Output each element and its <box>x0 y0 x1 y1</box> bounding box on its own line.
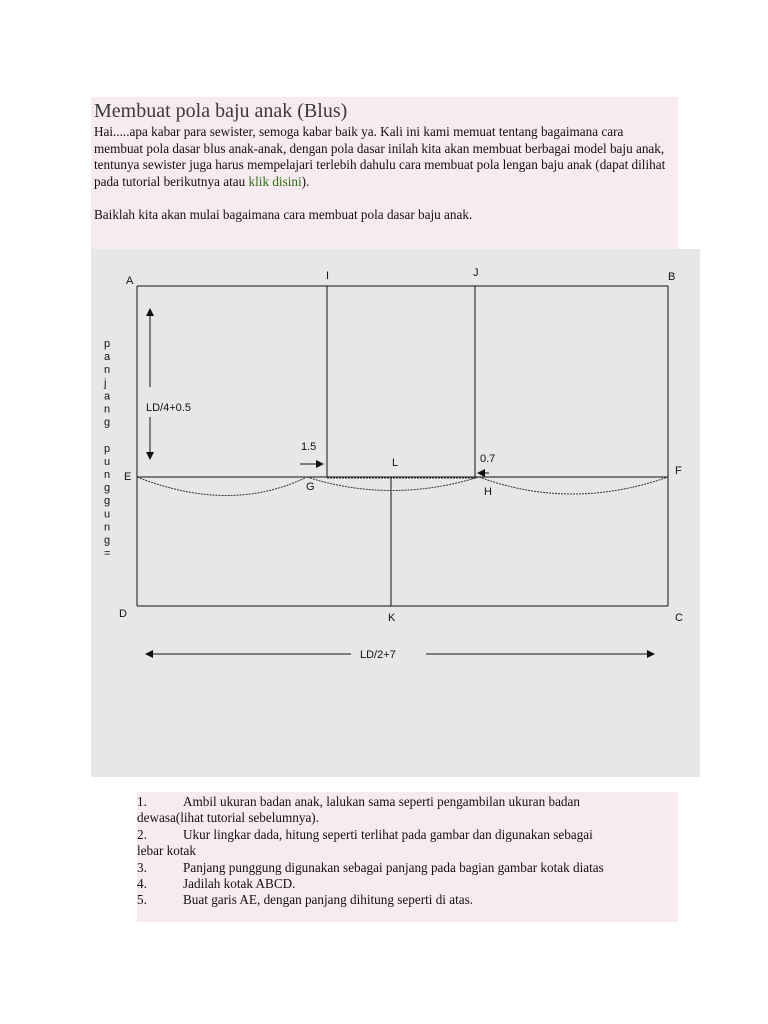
step-item: 3. Panjang punggung digunakan sebagai panjang pada bagian gambar kotak diatas <box>137 859 604 875</box>
point-D: D <box>119 608 127 620</box>
vertical-label-letter: n <box>104 364 111 377</box>
vertical-label-letter: n <box>104 469 111 481</box>
point-F: F <box>675 465 682 477</box>
step-item: 1. Ambil ukuran badan anak, lalukan sama seperti pengambilan ukuran badan dewasa(lihat tutorial sebelumnya). <box>137 794 580 826</box>
point-E: E <box>124 471 132 483</box>
point-H: H <box>484 486 492 498</box>
steps-list <box>137 792 678 922</box>
point-A: A <box>126 275 134 287</box>
intro-section <box>91 97 678 249</box>
vertical-label-letter: g <box>104 495 111 508</box>
step-item: 5. Buat garis AE, dengan panjang dihitung seperti di atas. <box>137 892 474 908</box>
intro-paragraph <box>94 124 675 190</box>
intro-end: ). <box>301 173 310 189</box>
second-paragraph: Baiklah kita akan mulai bagaimana cara membuat pola dasar baju anak. <box>94 207 473 223</box>
vertical-label-letter: g <box>104 416 111 429</box>
vertical-label-letter: n <box>104 403 111 416</box>
offset-left-label: 1.5 <box>301 441 317 453</box>
vertical-label-letter: a <box>104 390 111 403</box>
pattern-diagram <box>91 249 700 777</box>
page-title: Membuat pola baju anak (Blus) <box>94 100 348 122</box>
tutorial-link[interactable]: klik disini <box>248 173 302 189</box>
width-measure: LD/2+7 <box>360 649 396 661</box>
vertical-label-letter: g <box>104 482 111 495</box>
vertical-label-letter: = <box>104 547 111 560</box>
height-measure: LD/4+0.5 <box>146 402 191 414</box>
point-L: L <box>392 457 399 469</box>
intro-text: Hai.....apa kabar para sewister, semoga kabar baik ya. Kali ini kami memuat tentang bagaimana cara membuat pola dasar blus anak-anak, dengan pola dasar inilah kita akan membuat berbagai model baju anak, tentunya sewister juga harus mempelajari terlebih dahulu cara membuat pola lengan baju anak (dapat dilihat pada tutorial berikutnya atau <box>94 124 666 189</box>
offset-right-label: 0.7 <box>480 453 496 465</box>
pattern-diagram-svg <box>91 249 700 777</box>
point-I: I <box>326 270 330 282</box>
vertical-label-letter: p <box>104 442 111 455</box>
step-item: 2. Ukur lingkar dada, hitung seperti terlihat pada gambar dan digunakan sebagai lebar kotak <box>137 826 593 859</box>
vertical-label-letter: u <box>104 508 111 521</box>
vertical-label-letter: n <box>104 521 111 534</box>
curve-HF <box>479 477 668 494</box>
point-B: B <box>668 271 676 283</box>
curve-EG <box>137 477 307 496</box>
point-J: J <box>473 267 479 279</box>
vertical-label-letter: a <box>104 351 111 364</box>
step-item: 4. Jadilah kotak ABCD. <box>137 876 296 892</box>
vertical-label-letter: j <box>104 377 107 390</box>
vertical-label-letter: u <box>104 455 111 468</box>
vertical-back-length-label <box>103 338 111 560</box>
vertical-label-letter: g <box>104 534 111 547</box>
point-C: C <box>675 612 683 624</box>
point-G: G <box>306 481 315 493</box>
vertical-label-letter: p <box>104 338 111 350</box>
curve-GH <box>307 477 479 491</box>
point-K: K <box>388 612 396 624</box>
